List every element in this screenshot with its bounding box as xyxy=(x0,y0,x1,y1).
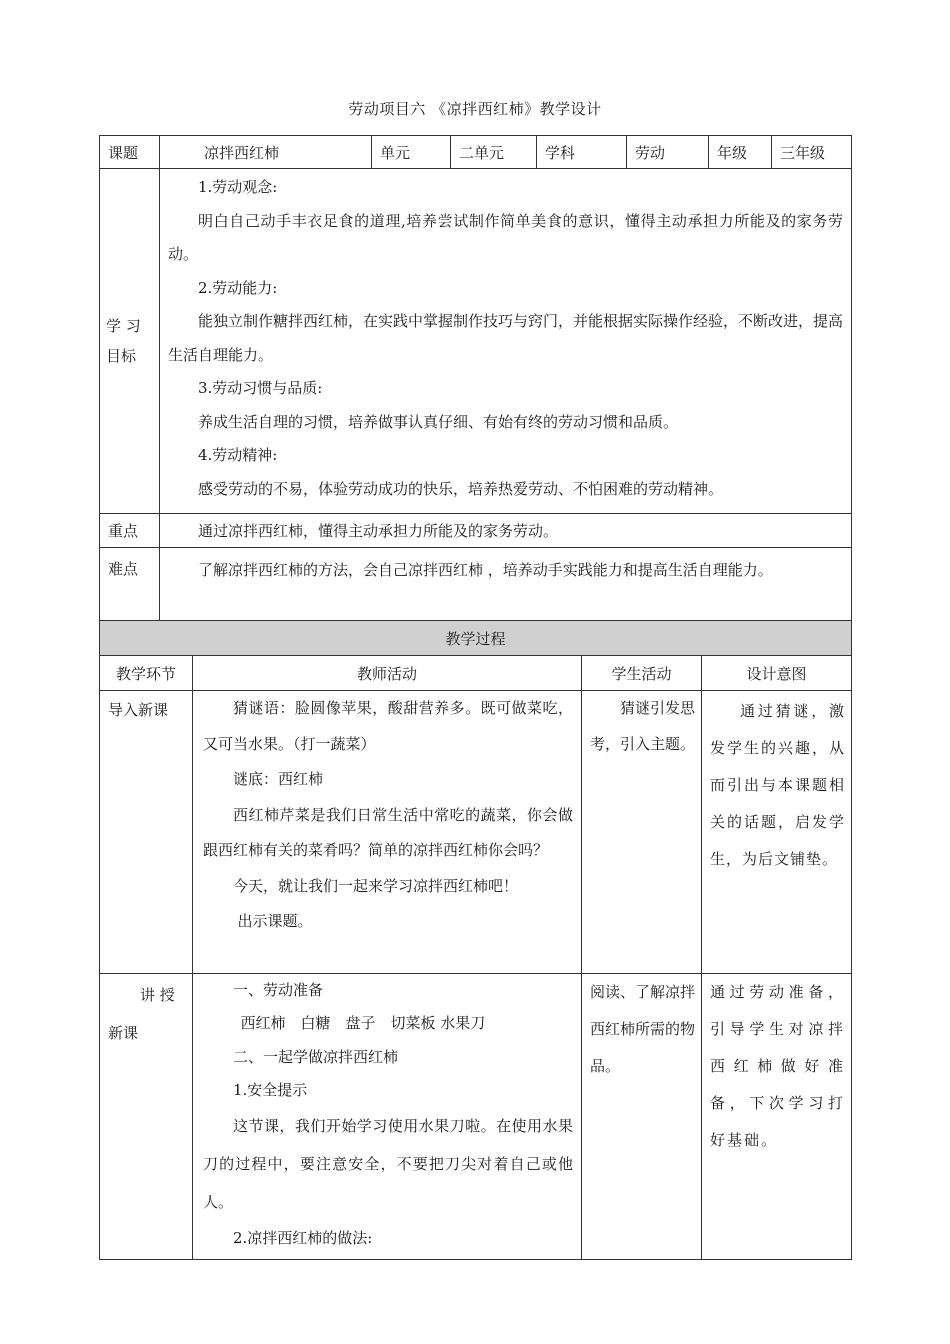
unit-label: 单元 xyxy=(372,136,451,169)
teach-stage-line1: 讲 授 xyxy=(140,986,175,1004)
column-header-teacher: 教师活动 xyxy=(193,656,582,691)
intro-student-text: 猜谜引发思考，引入主题。 xyxy=(590,699,696,753)
intro-stage: 导入新课 xyxy=(100,691,193,974)
document-title: 劳动项目六 《凉拌西红柿》教学设计 xyxy=(348,100,602,118)
subject-label: 学科 xyxy=(537,136,627,169)
intro-teacher-line: 今天，就让我们一起来学习凉拌西红柿吧！ xyxy=(233,876,519,895)
objective-heading: 3.劳动习惯与品质: xyxy=(198,379,323,397)
teach-teacher-line: 这节课，我们开始学习使用水果刀啦。在使用水果刀的过程中，要注意安全，不要把刀尖对着自己或他人。 xyxy=(203,1117,573,1211)
objectives-content xyxy=(160,169,852,514)
subject-value: 劳动 xyxy=(627,136,709,169)
column-header-student: 学生活动 xyxy=(582,656,702,691)
teach-teacher-line: 西红柿 白糖 盘子 切菜板 水果刀 xyxy=(240,1014,486,1032)
grade-value: 三年级 xyxy=(772,136,852,169)
intro-student-activity xyxy=(582,691,702,974)
intro-teacher-line: 猜谜语：脸圆像苹果，酸甜营养多。既可做菜吃，又可当水果。（打一蔬菜） xyxy=(203,699,573,753)
teach-student-text: 阅读、了解凉拌西红柿所需的物品。 xyxy=(590,983,696,1075)
key-point-text: 通过凉拌西红柿，懂得主动承担力所能及的家务劳动。 xyxy=(160,514,852,548)
objective-heading: 4.劳动精神: xyxy=(198,446,278,464)
teach-student-activity xyxy=(582,974,702,1260)
process-title: 教学过程 xyxy=(100,621,852,656)
teach-stage xyxy=(100,974,193,1260)
objective-text: 感受劳动的不易，体验劳动成功的快乐，培养热爱劳动、不怕困难的劳动精神。 xyxy=(198,479,724,498)
difficulty-text: 了解凉拌西红柿的方法，会自己凉拌西红柿 ，培养动手实践能力和提高生活自理能力。 xyxy=(160,548,852,622)
teach-teacher-line: 二、一起学做凉拌西红柿 xyxy=(233,1048,399,1066)
objective-text: 能独立制作糖拌西红柿，在实践中掌握制作技巧与窍门，并能根据实际操作经验，不断改进，提高生活自理能力。 xyxy=(168,312,844,364)
topic-value: 凉拌西红柿 xyxy=(160,136,372,169)
intro-teacher-activity xyxy=(193,691,582,974)
unit-value: 二单元 xyxy=(451,136,537,169)
objectives-label-line2: 目标 xyxy=(106,347,137,365)
teach-stage-line2: 新课 xyxy=(108,1024,139,1042)
objectives-label xyxy=(100,169,160,514)
lesson-info-table xyxy=(99,135,852,622)
teach-teacher-activity xyxy=(193,974,582,1260)
objective-text: 养成生活自理的习惯，培养做事认真仔细、有始有终的劳动习惯和品质。 xyxy=(198,412,679,431)
intro-intent-text: 通过猜谜，激发学生的兴趣，从而引出与本课题相关的话题，启发学生，为后文铺垫。 xyxy=(710,702,846,868)
teach-teacher-line: 一、劳动准备 xyxy=(233,981,324,999)
difficulty-label: 难点 xyxy=(100,548,160,622)
teach-design-intent xyxy=(702,974,852,1260)
teach-teacher-line: 1.安全提示 xyxy=(233,1081,308,1099)
teach-teacher-line: 2.凉拌西红柿的做法: xyxy=(233,1229,373,1247)
objective-heading: 1.劳动观念: xyxy=(198,178,278,196)
topic-label: 课题 xyxy=(100,136,160,169)
objective-text: 明白自己动手丰衣足食的道理,培养尝试制作简单美食的意识，懂得主动承担力所能及的家务劳动。 xyxy=(168,211,843,263)
objective-heading: 2.劳动能力: xyxy=(198,278,278,297)
column-header-stage: 教学环节 xyxy=(100,656,193,691)
objectives-label-line1: 学 习 xyxy=(106,317,141,335)
teaching-process-table xyxy=(99,620,852,1260)
column-header-intent: 设计意图 xyxy=(702,656,852,691)
intro-teacher-line: 西红柿芹菜是我们日常生活中常吃的蔬菜，你会做跟西红柿有关的菜肴吗？简单的凉拌西红柿你会吗？ xyxy=(203,805,573,859)
intro-teacher-line: 谜底：西红柿 xyxy=(233,770,324,788)
teach-intent-text: 通过劳动准备，引导学生对凉拌西红柿做好准备，下次学习打好基础。 xyxy=(710,983,846,1149)
intro-design-intent xyxy=(702,691,852,974)
key-point-label: 重点 xyxy=(100,514,160,548)
grade-label: 年级 xyxy=(709,136,772,169)
intro-teacher-line: 出示课题。 xyxy=(237,912,313,930)
